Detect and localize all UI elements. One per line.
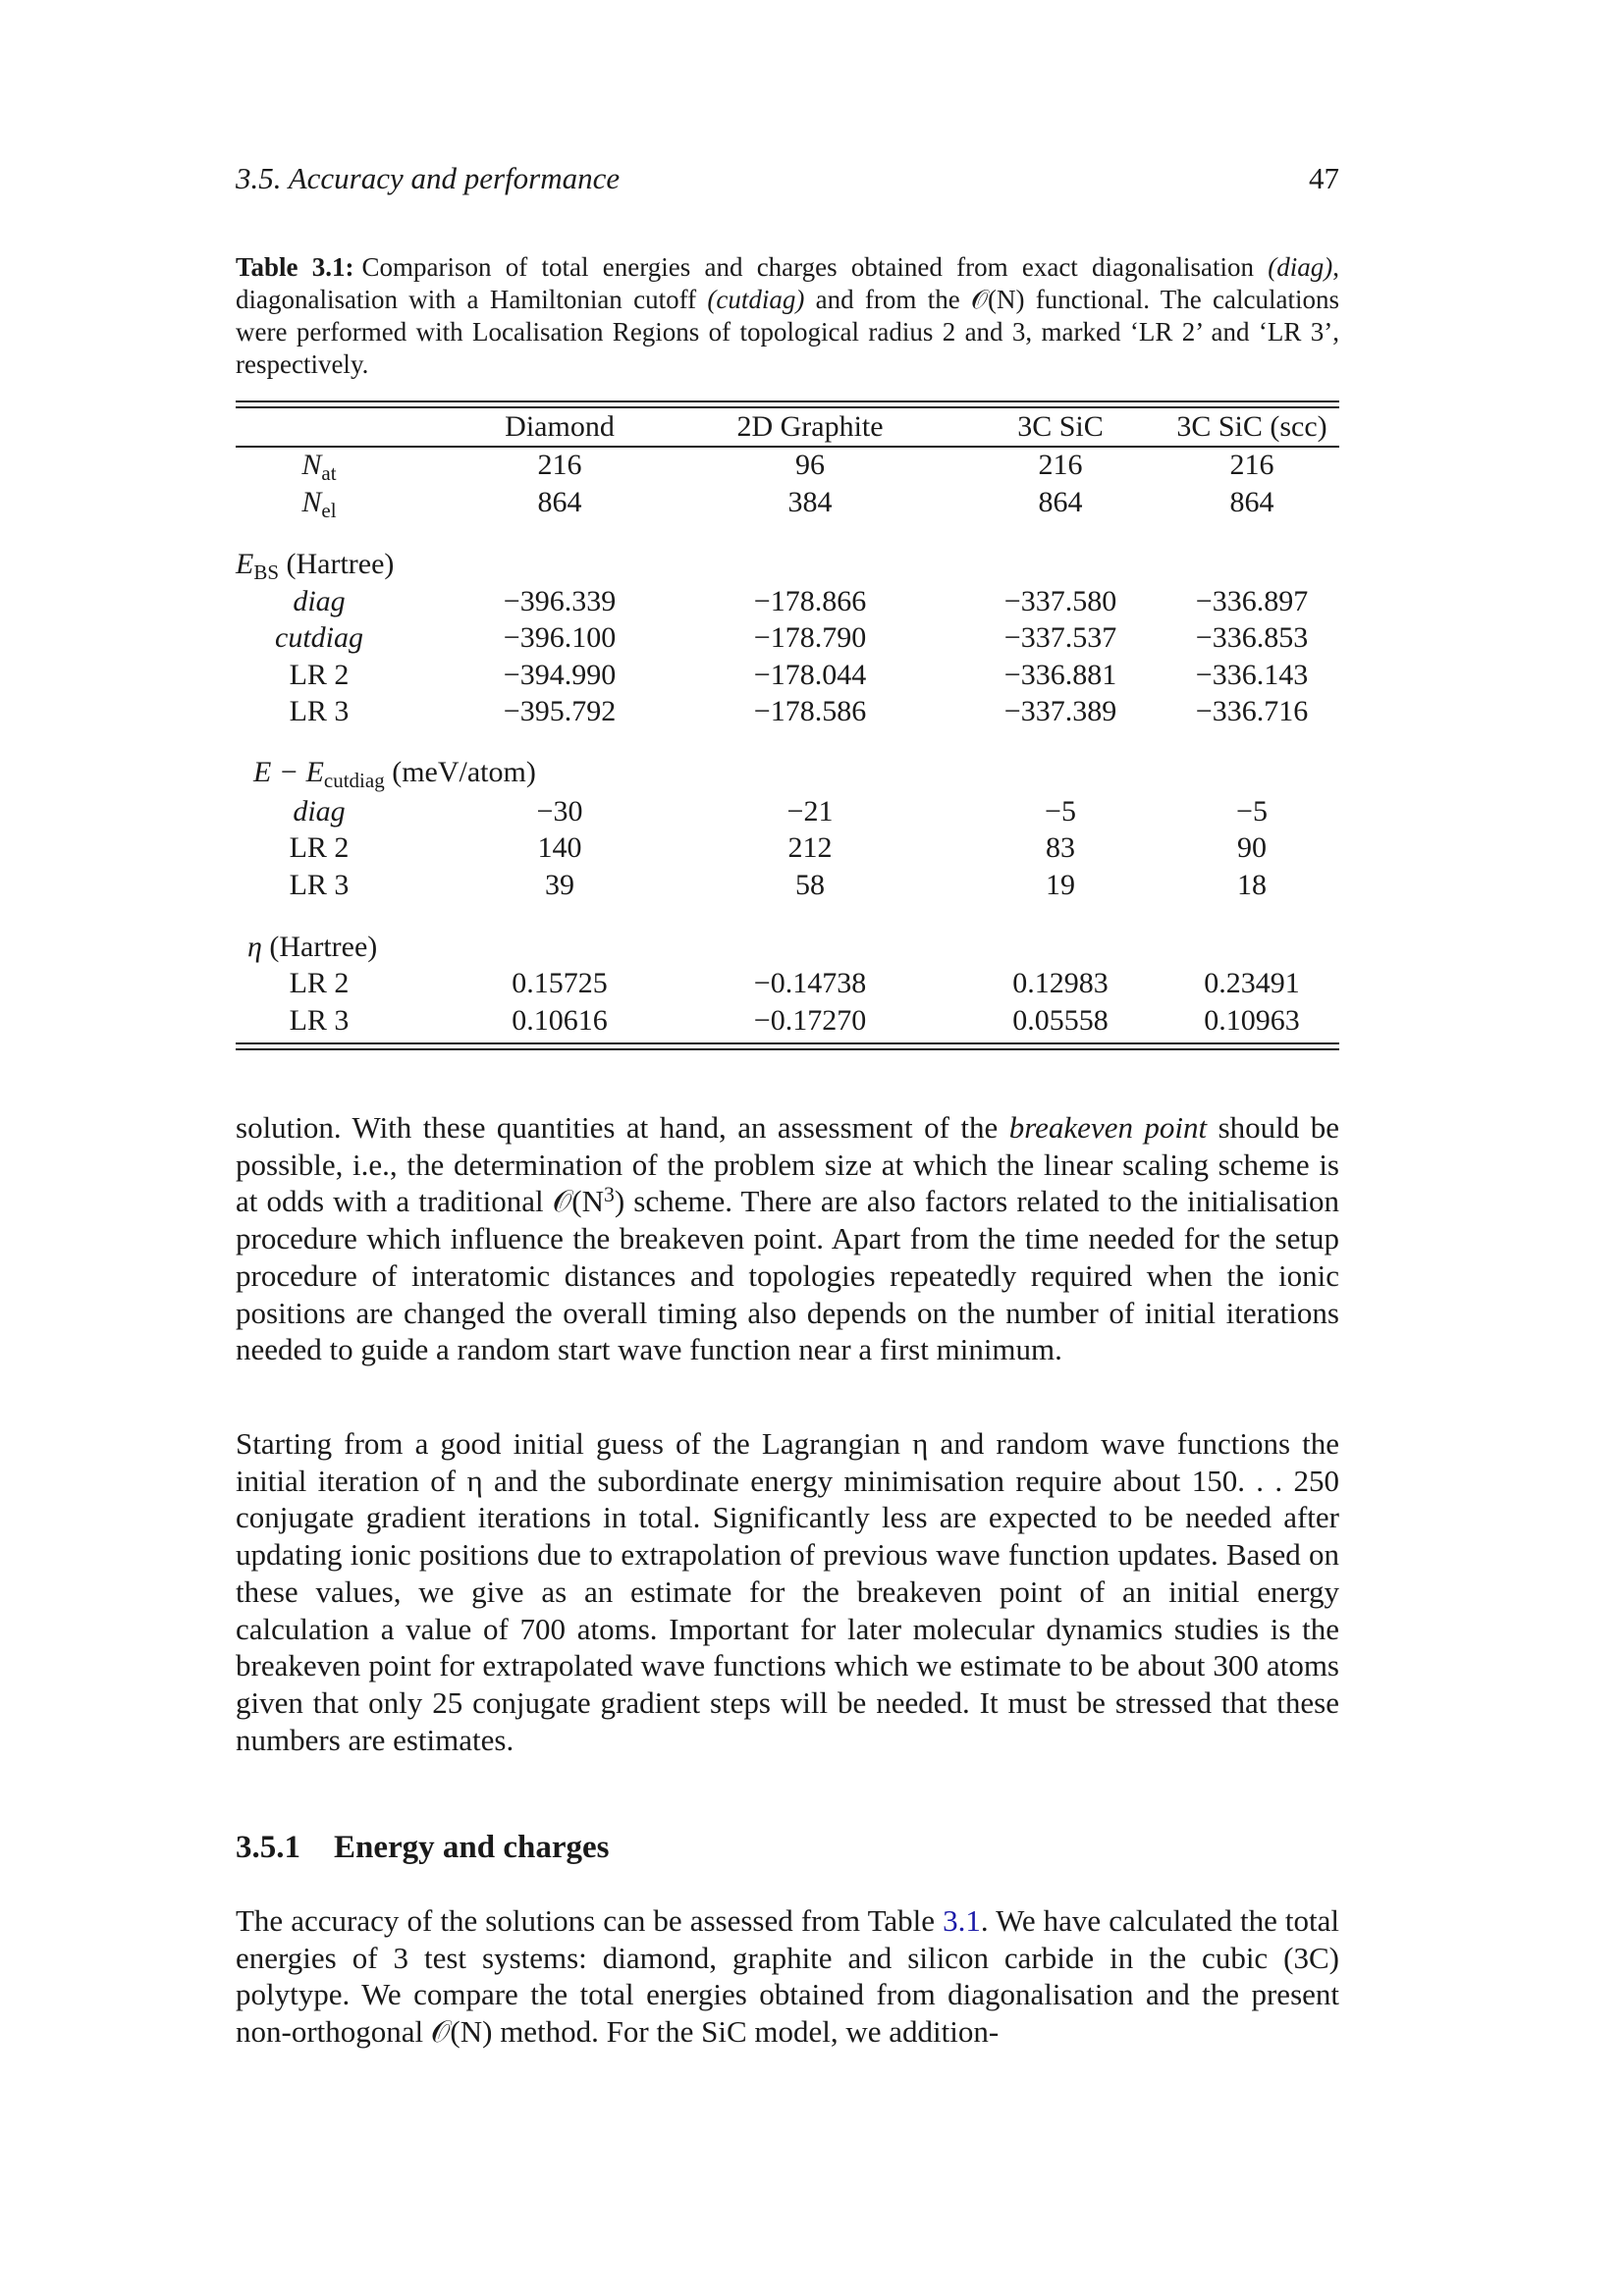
- table-cell: 216: [1229, 449, 1274, 481]
- table-cell: 212: [787, 831, 833, 864]
- table-cell: 864: [1038, 486, 1083, 518]
- row-label: LR 2: [289, 659, 350, 691]
- caption-text: and from the 𝒪(N) functional. The calculations were performed with Localisation Regions of topological radius 2 and 3, marked ‘LR 2’ and ‘LR 3’, respectively.: [236, 285, 1339, 379]
- row-label: diag: [293, 795, 346, 828]
- table-reference-link[interactable]: 3.1: [943, 1903, 981, 1938]
- running-header: [236, 159, 1339, 198]
- symbol: E: [236, 548, 254, 580]
- row-label: LR 2: [289, 967, 350, 999]
- emphasis: breakeven point: [1008, 1110, 1208, 1145]
- table-cell: 83: [1046, 831, 1075, 864]
- row-label: LR 3: [289, 869, 350, 901]
- text: The accuracy of the solutions can be assessed from Table: [236, 1903, 944, 1938]
- table-cell: −178.790: [753, 621, 867, 654]
- subscript: cutdiag: [323, 769, 385, 792]
- section-heading: [236, 1828, 610, 1867]
- symbol: E − E: [253, 756, 324, 788]
- table-cell: 216: [1038, 449, 1083, 481]
- text: . We have calculated the total energies of 3 test systems: diamond, graphite and silicon carbide in the cubic (3C) polytype. We compare the total energies obtained from diagonalisation and the present non-orthogonal 𝒪(N) method. For the SiC model, we addition-: [236, 1903, 1339, 2050]
- bottom-rule: [236, 1048, 1339, 1050]
- table-cell: −336.897: [1195, 585, 1309, 617]
- subscript: at: [321, 461, 337, 485]
- group-heading-ebs: [236, 546, 394, 582]
- table-cell: 90: [1237, 831, 1267, 864]
- row-label: LR 2: [289, 831, 350, 864]
- body-paragraph: [236, 1109, 1339, 1368]
- row-label: LR 3: [289, 1004, 350, 1037]
- unit: (Hartree): [261, 931, 378, 963]
- body-paragraph: [236, 1902, 1339, 2051]
- unit: (Hartree): [279, 548, 395, 580]
- text: solution. With these quantities at hand, an assessment of the: [236, 1110, 1009, 1145]
- table-cell: −336.143: [1195, 659, 1309, 691]
- table-cell: 0.10963: [1204, 1004, 1300, 1037]
- table-cell: −337.389: [1003, 695, 1117, 727]
- table-cell: −396.100: [503, 621, 617, 654]
- table-cell: −0.14738: [753, 967, 867, 999]
- text: should be possible, i.e., the determination of the problem size at which the linear scaling scheme is at odds with a traditional 𝒪(N: [236, 1110, 1340, 1219]
- body-paragraph: Starting from a good initial guess of the Lagrangian η and random wave functions the initial iteration of η and the subordinate energy minimisation require about 150. . . 250 conjugate gradient iterations in total. Significantly less are expected to be needed after updating ionic positions due to extrapolation of previous wave function updates. Based on these values, we give as an estimate for the breakeven point of an initial energy calculation a value of 700 atoms. Important for later molecular dynamics studies is the breakeven point for extrapolated wave functions which we estimate to be about 300 atoms given that only 25 conjugate gradient steps will be needed. It must be stressed that these numbers are estimates.: [236, 1426, 1339, 1757]
- table-cell: 96: [795, 449, 825, 481]
- table-cell: −336.716: [1195, 695, 1309, 727]
- table-cell: 0.12983: [1012, 967, 1109, 999]
- section-number: 3.5.1: [236, 1830, 300, 1865]
- table-cell: −178.866: [753, 585, 867, 617]
- table-cell: 0.05558: [1012, 1004, 1109, 1037]
- row-label-nat: [236, 447, 403, 483]
- table-cell: 384: [787, 486, 833, 518]
- top-rule: [236, 400, 1339, 402]
- table-cell: 58: [795, 869, 825, 901]
- page-number: 47: [1309, 161, 1339, 195]
- table-cell: −394.990: [503, 659, 617, 691]
- table-cell: 0.23491: [1204, 967, 1300, 999]
- symbol: η: [247, 931, 262, 963]
- table-cell: −30: [536, 795, 583, 828]
- table-cell: 864: [537, 486, 582, 518]
- table-cell: −336.853: [1195, 621, 1309, 654]
- symbol: N: [301, 449, 322, 481]
- superscript: 3: [604, 1183, 615, 1207]
- row-label-nel: [236, 484, 403, 520]
- caption-label: Table 3.1:: [236, 252, 354, 282]
- table-cell: −337.537: [1003, 621, 1117, 654]
- col-header-sic: 3C SiC: [1017, 410, 1104, 443]
- table-cell: −5: [1236, 795, 1268, 828]
- table-cell: −396.339: [503, 585, 617, 617]
- table-cell: −178.586: [753, 695, 867, 727]
- row-label: cutdiag: [275, 621, 363, 654]
- table-cell: 216: [537, 449, 582, 481]
- table-cell: −395.792: [503, 695, 617, 727]
- group-heading-eta: [247, 929, 377, 965]
- table-cell: 0.15725: [512, 967, 608, 999]
- row-label: LR 3: [289, 695, 350, 727]
- section-title: Energy and charges: [334, 1830, 610, 1865]
- col-header-graphite: 2D Graphite: [736, 410, 884, 443]
- col-header-diamond: Diamond: [505, 410, 615, 443]
- table-cell: −178.044: [753, 659, 867, 691]
- bottom-rule: [236, 1042, 1339, 1044]
- table-cell: −337.580: [1003, 585, 1117, 617]
- section-title: 3.5. Accuracy and performance: [236, 161, 621, 195]
- table-cell: −336.881: [1003, 659, 1117, 691]
- unit: (meV/atom): [384, 756, 536, 788]
- text: ) scheme. There are also factors related to the initialisation procedure which influence the breakeven point. Apart from the time needed for the setup procedure of interatomic distances and topologies repeatedly required when the ionic positions are changed the overall timing also depends on the number of initial iterations needed to guide a random start wave function near a first minimum.: [236, 1184, 1339, 1367]
- table-cell: 19: [1046, 869, 1075, 901]
- caption-cutdiag: (cutdiag): [707, 285, 805, 314]
- row-label: diag: [293, 585, 346, 617]
- table-cell: −5: [1045, 795, 1076, 828]
- table-cell: 0.10616: [512, 1004, 608, 1037]
- table-cell: −21: [786, 795, 834, 828]
- caption-text: , diagonalisation with a Hamiltonian cutoff: [236, 252, 1339, 314]
- table-cell: −0.17270: [753, 1004, 867, 1037]
- group-heading-ediff: [253, 754, 536, 790]
- table-caption: [236, 251, 1339, 381]
- table-cell: 39: [545, 869, 574, 901]
- subscript: el: [321, 499, 337, 522]
- caption-diag: (diag): [1268, 252, 1333, 282]
- caption-text: Comparison of total energies and charges obtained from exact diagonalisation: [361, 252, 1269, 282]
- table-cell: 140: [537, 831, 582, 864]
- symbol: N: [301, 486, 322, 518]
- subscript: BS: [253, 561, 280, 584]
- table-cell: 864: [1229, 486, 1274, 518]
- table-cell: 18: [1237, 869, 1267, 901]
- col-header-sic-scc: 3C SiC (scc): [1176, 410, 1327, 443]
